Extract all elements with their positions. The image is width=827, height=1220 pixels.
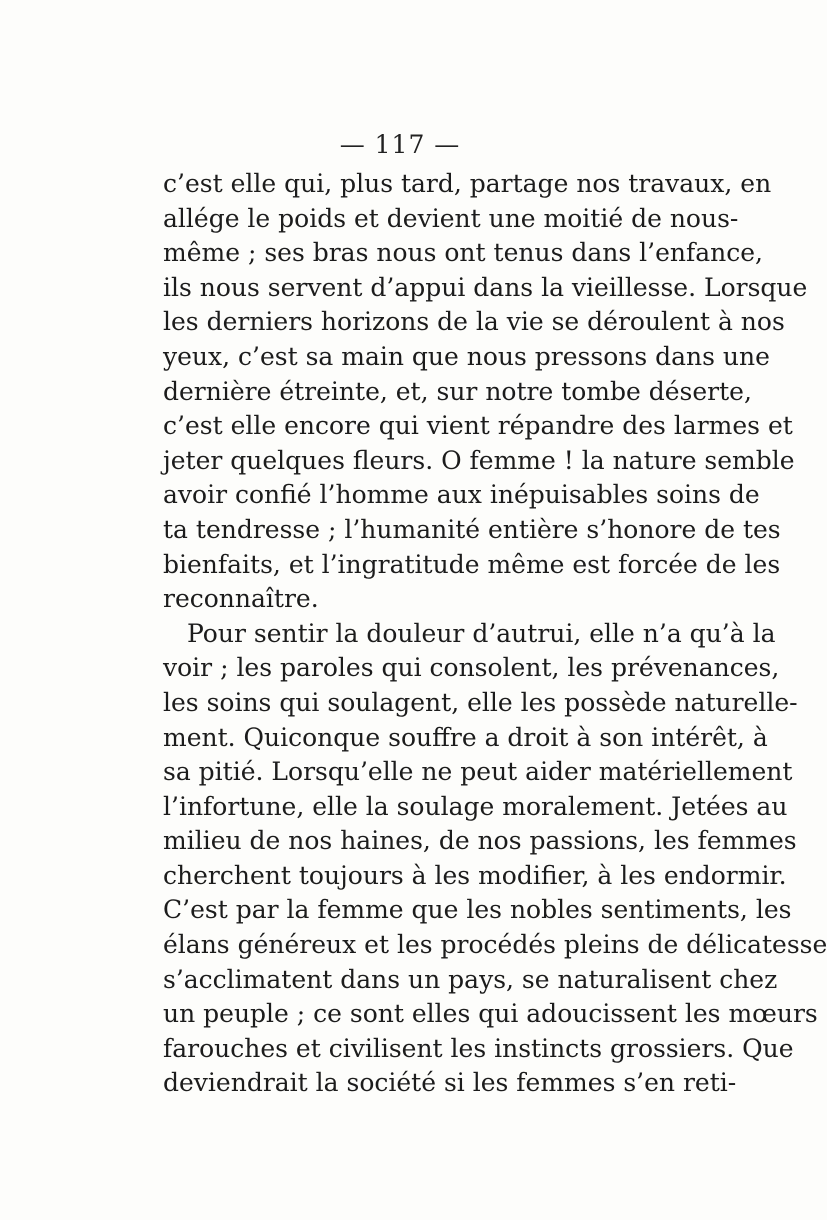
text-line: jeter quelques fleurs. O femme ! la nature semble [163, 445, 795, 475]
text-line: cherchent toujours à les modifier, à les endormir. [163, 860, 787, 890]
text-line: dernière étreinte, et, sur notre tombe déserte, [163, 376, 752, 406]
page-number: — 117 — [339, 130, 461, 159]
text-line: ils nous servent d’appui dans la vieillesse. Lorsque [163, 272, 808, 302]
text-line: sa pitié. Lorsqu’elle ne peut aider matériellement [163, 757, 793, 787]
text-line: avoir confié l’homme aux inépuisables soins de [163, 480, 760, 510]
text-line: ta tendresse ; l’humanité entière s’honore de tes [163, 514, 781, 544]
text-line: élans généreux et les procédés pleins de délicatesse [163, 930, 827, 960]
text-line: deviendrait la société si les femmes s’en reti- [163, 1068, 737, 1098]
text-line: C’est par la femme que les nobles sentiments, les [163, 895, 792, 925]
text-line: voir ; les paroles qui consolent, les prévenances, [163, 653, 780, 683]
text-line: farouches et civilisent les instincts grossiers. Que [163, 1033, 794, 1063]
text-line: c’est elle qui, plus tard, partage nos travaux, en [163, 169, 772, 198]
text-line: l’infortune, elle la soulage moralement. Jetées au [163, 791, 788, 821]
text-line: ment. Quiconque souffre a droit à son intérêt, à [163, 722, 768, 752]
paragraph-start-line: Pour sentir la douleur d’autrui, elle n’a qu’à la [187, 618, 776, 648]
text-line: bienfaits, et l’ingratitude même est forcée de les [163, 549, 781, 579]
text-line: un peuple ; ce sont elles qui adoucissent les mœurs [163, 999, 818, 1029]
text-line: les soins qui soulagent, elle les possède naturelle- [163, 687, 798, 717]
text-line: milieu de nos haines, de nos passions, les femmes [163, 826, 797, 856]
text-line: c’est elle encore qui vient répandre des larmes et [163, 411, 793, 441]
text-line: même ; ses bras nous ont tenus dans l’enfance, [163, 238, 763, 268]
text-line: yeux, c’est sa main que nous pressons dans une [163, 341, 770, 371]
text-line: les derniers horizons de la vie se déroulent à nos [163, 307, 785, 337]
text-line: s’acclimatent dans un pays, se naturalisent chez [163, 964, 778, 994]
body-text [163, 167, 827, 1101]
paragraph-end-line: reconnaître. [163, 584, 319, 614]
text-line: allége le poids et devient une moitié de nous- [163, 203, 739, 233]
